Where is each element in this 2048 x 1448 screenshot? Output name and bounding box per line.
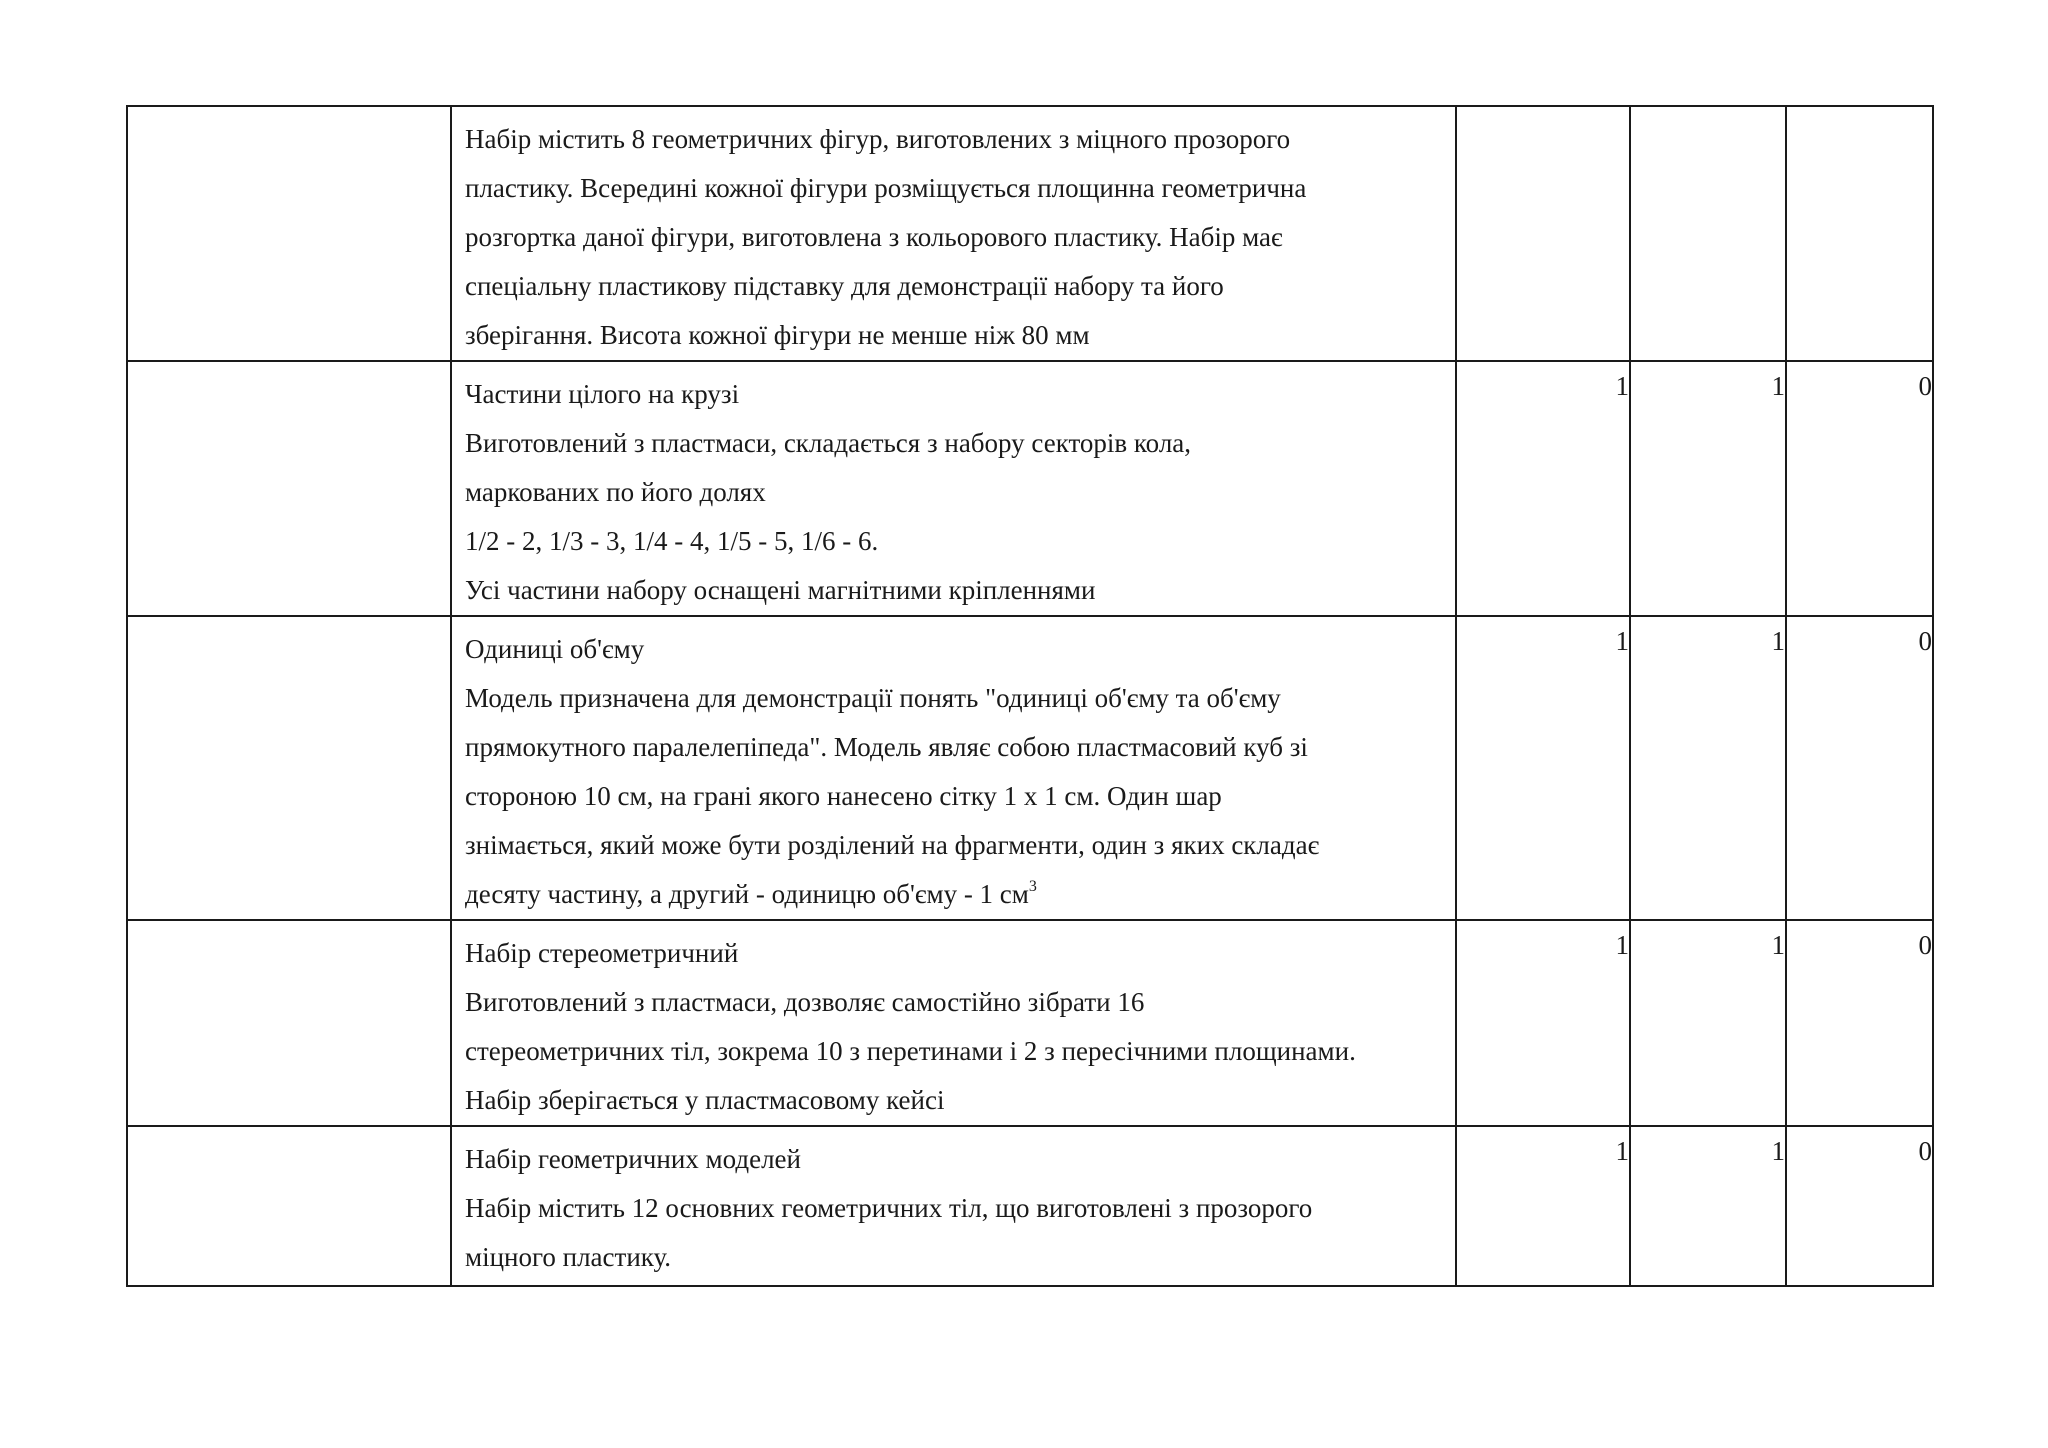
table-row	[127, 616, 1933, 920]
quantity-cell: 0	[1786, 920, 1933, 1126]
item-title: Частини цілого на крузі	[465, 379, 740, 409]
number-cell	[127, 616, 451, 920]
number-cell	[127, 361, 451, 616]
description-line: маркованих по його долях	[465, 477, 766, 507]
description-line: Набір містить 12 основних геометричних тіл, що виготовлені з прозорого	[465, 1193, 1313, 1223]
quantity-cell	[1786, 106, 1933, 361]
table-row	[127, 1126, 1933, 1286]
item-title: Одиниці об'єму	[465, 634, 645, 664]
description-cell	[451, 106, 1456, 361]
description-line: стереометричних тіл, зокрема 10 з перетинами і 2 з пересічними площинами.	[465, 1036, 1356, 1066]
quantity-cell: 1	[1456, 920, 1630, 1126]
unit-superscript: 3	[1028, 878, 1037, 895]
quantity-cell: 1	[1456, 616, 1630, 920]
description-line: спеціальну пластикову підставку для демонстрації набору та його	[465, 271, 1224, 301]
description-line: стороною 10 см, на грані якого нанесено сітку 1 х 1 см. Один шар	[465, 781, 1222, 811]
description-line: Виготовлений з пластмаси, дозволяє самостійно зібрати 16	[465, 987, 1145, 1017]
description-line: знімається, який може бути розділений на фрагменти, один з яких складає	[465, 830, 1320, 860]
quantity-cell: 1	[1456, 361, 1630, 616]
description-line: Усі частини набору оснащені магнітними кріпленнями	[465, 575, 1096, 605]
quantity-cell: 1	[1456, 1126, 1630, 1286]
table-row	[127, 920, 1933, 1126]
quantity-cell: 1	[1630, 1126, 1786, 1286]
quantity-cell: 0	[1786, 361, 1933, 616]
quantity-cell	[1630, 106, 1786, 361]
description-line: Набір містить 8 геометричних фігур, виготовлених з міцного прозорого	[465, 124, 1291, 154]
quantity-cell	[1456, 106, 1630, 361]
description-line: Набір зберігається у пластмасовому кейсі	[465, 1085, 945, 1115]
description-line: Модель призначена для демонстрації понять "одиниці об'єму та об'єму	[465, 683, 1281, 713]
quantity-cell: 1	[1630, 920, 1786, 1126]
description-cell	[451, 920, 1456, 1126]
number-cell	[127, 920, 451, 1126]
quantity-cell: 1	[1630, 616, 1786, 920]
quantity-cell: 1	[1630, 361, 1786, 616]
equipment-table	[126, 105, 1934, 1287]
description-line: пластику. Всередині кожної фігури розміщується площинна геометрична	[465, 173, 1307, 203]
description-line	[465, 870, 1443, 919]
item-title: Набір геометричних моделей	[465, 1144, 801, 1174]
quantity-cell: 0	[1786, 1126, 1933, 1286]
quantity-cell: 0	[1786, 616, 1933, 920]
description-cell	[451, 1126, 1456, 1286]
description-line: розгортка даної фігури, виготовлена з кольорового пластику. Набір має	[465, 222, 1283, 252]
description-text: десяту частину, а другий - одиницю об'єму - 1 см	[465, 879, 1029, 909]
description-line: Виготовлений з пластмаси, складається з набору секторів кола,	[465, 428, 1192, 458]
table-row	[127, 106, 1933, 361]
table-row	[127, 361, 1933, 616]
description-line: зберігання. Висота кожної фігури не менше ніж 80 мм	[465, 320, 1090, 350]
description-line: 1/2 - 2, 1/3 - 3, 1/4 - 4, 1/5 - 5, 1/6 - 6.	[465, 526, 879, 556]
description-cell	[451, 616, 1456, 920]
item-title: Набір стереометричний	[465, 938, 739, 968]
description-line: прямокутного паралелепіпеда". Модель являє собою пластмасовий куб зі	[465, 732, 1308, 762]
description-line: міцного пластику.	[465, 1242, 672, 1272]
number-cell	[127, 1126, 451, 1286]
description-cell	[451, 361, 1456, 616]
number-cell	[127, 106, 451, 361]
